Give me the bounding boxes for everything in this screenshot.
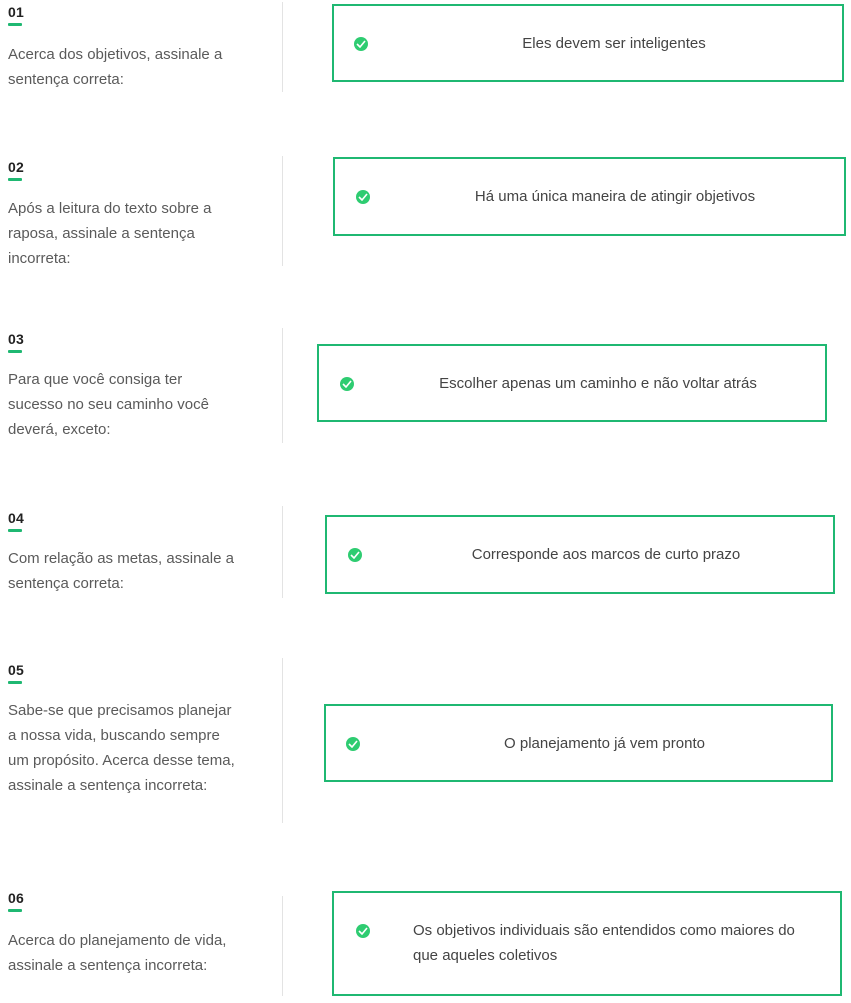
question-prompt: Para que você consiga ter sucesso no seu caminho você deverá, exceto: (8, 371, 209, 438)
answer-option-selected[interactable] (325, 515, 835, 594)
question-prompt: Acerca do planejamento de vida, assinale a sentença incorreta: (8, 932, 227, 974)
question-number: 04 (8, 510, 24, 526)
divider (282, 2, 283, 92)
question-number-underline (8, 23, 22, 26)
check-circle-icon (346, 737, 360, 751)
question-number: 02 (8, 159, 24, 175)
check-circle-icon (354, 37, 368, 51)
divider (282, 658, 283, 823)
question-number-underline (8, 681, 22, 684)
question-prompt: Após a leitura do texto sobre a raposa, assinale a sentença incorreta: (8, 200, 212, 267)
divider (282, 506, 283, 598)
check-circle-icon (348, 548, 362, 562)
divider (282, 156, 283, 266)
check-circle-icon (340, 377, 354, 391)
question-number-underline (8, 178, 22, 181)
question-number: 01 (8, 4, 24, 20)
divider (282, 328, 283, 443)
question-number-underline (8, 909, 22, 912)
question-number-underline (8, 350, 22, 353)
answer-option-selected[interactable] (324, 704, 833, 782)
answer-option-selected[interactable] (332, 4, 844, 82)
question-prompt: Com relação as metas, assinale a sentença correta: (8, 550, 234, 592)
answer-text: Escolher apenas um caminho e não voltar atrás (439, 375, 757, 392)
question-prompt: Sabe-se que precisamos planejar a nossa vida, buscando sempre um propósito. Acerca desse tema, assinale a sentença incorreta: (8, 702, 235, 794)
question-number-underline (8, 529, 22, 532)
answer-option-selected[interactable] (332, 891, 842, 996)
answer-text: Corresponde aos marcos de curto prazo (471, 546, 741, 563)
answer-text: Eles devem ser inteligentes (522, 35, 706, 52)
check-circle-icon (356, 924, 370, 938)
question-number: 03 (8, 331, 24, 347)
answer-option-selected[interactable] (317, 344, 827, 422)
answer-text: O planejamento já vem pronto (504, 735, 705, 752)
answer-text: Os objetivos individuais são entendidos como maiores do que aqueles coletivos (413, 922, 795, 964)
check-circle-icon (356, 190, 370, 204)
question-number: 06 (8, 890, 24, 906)
question-prompt: Acerca dos objetivos, assinale a sentença correta: (8, 46, 223, 88)
question-number: 05 (8, 662, 24, 678)
divider (282, 896, 283, 996)
answer-option-selected[interactable] (333, 157, 846, 236)
answer-text: Há uma única maneira de atingir objetivos (474, 188, 756, 205)
